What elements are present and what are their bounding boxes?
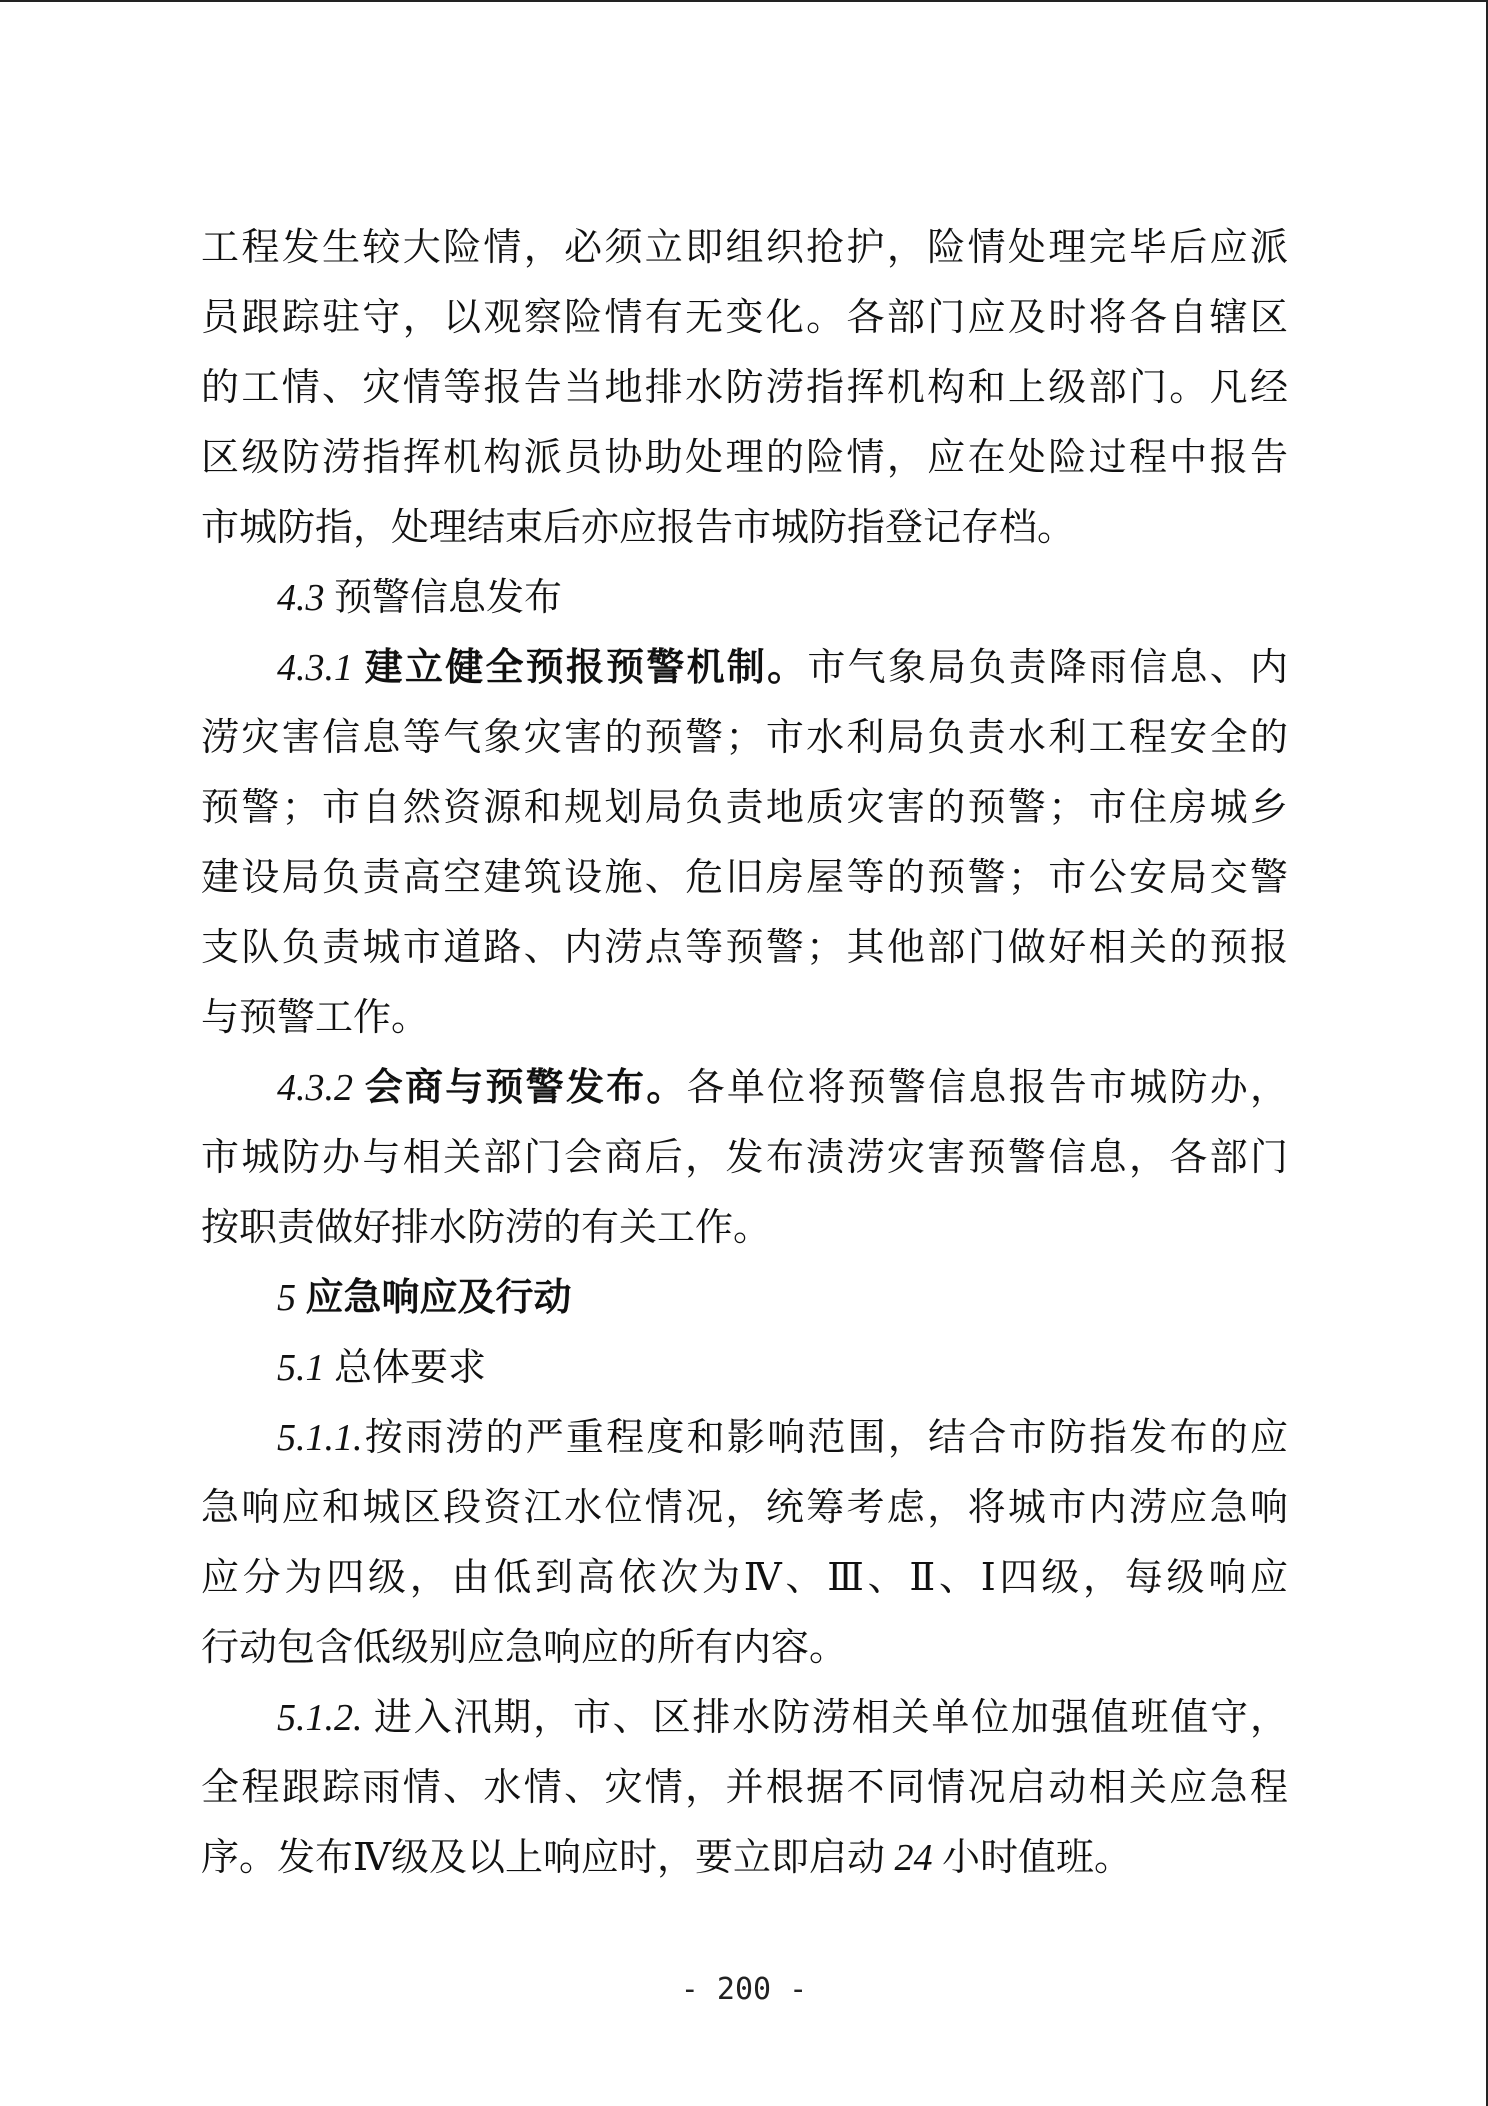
text-line [201,1053,1288,1123]
text-line [201,983,1288,1053]
text-segment: 序。发布Ⅳ级及以上响应时，要立即启动 [201,1837,895,1879]
text-segment: 小时值班。 [932,1837,1132,1879]
text-line [201,563,1288,633]
text-segment: 的工情、灾情等报告当地排水防涝指挥机构和上级部门。凡经 [201,367,1288,409]
text-line [201,1193,1288,1263]
text-segment: 行动包含低级别应急响应的所有内容。 [201,1627,848,1669]
text-segment: 市城防指，处理结束后亦应报告市城防指登记存档。 [201,507,1076,549]
text-segment: 支队负责城市道路、内涝点等预警；其他部门做好相关的预报 [201,927,1288,969]
text-line [201,1613,1288,1683]
section-number: 5.1.1. [277,1417,363,1459]
text-line [201,703,1288,773]
text-line [201,843,1288,913]
page-number: - 200 - [680,1972,808,2007]
bold-heading-text: 应急响应及行动 [296,1277,572,1319]
text-segment: 应分为四级，由低到高依次为Ⅳ、Ⅲ、Ⅱ、Ⅰ四级，每级响应 [201,1557,1288,1599]
section-number: 4.3.2 [277,1067,365,1109]
text-line [201,1123,1288,1193]
text-segment: 与预警工作。 [201,997,430,1039]
text-segment: 各单位将预警信息报告市城防办， [686,1067,1288,1109]
text-line [201,283,1288,353]
text-line [201,1753,1288,1823]
text-segment: 区级防涝指挥机构派员协助处理的险情，应在处险过程中报告 [201,437,1288,479]
text-line [201,213,1288,283]
section-number: 4.3.1 [277,647,365,689]
text-line [201,773,1288,843]
text-segment: 预警信息发布 [324,577,563,619]
text-line [201,1263,1288,1333]
text-segment: 涝灾害信息等气象灾害的预警；市水利局负责水利工程安全的 [201,717,1288,759]
section-number: 5 [277,1277,296,1319]
bold-heading-text: 会商与预警发布。 [364,1067,687,1109]
text-line [201,493,1288,563]
text-segment: 按雨涝的严重程度和影响范围，结合市防指发布的应 [362,1417,1288,1459]
text-line [201,1333,1288,1403]
section-number: 24 [894,1837,933,1879]
text-segment: 员跟踪驻守，以观察险情有无变化。各部门应及时将各自辖区 [201,297,1288,339]
bold-heading-text: 建立健全预报预警机制。 [364,647,808,689]
text-line [201,1683,1288,1753]
text-segment: 建设局负责高空建筑设施、危旧房屋等的预警；市公安局交警 [201,857,1288,899]
text-line [201,1403,1288,1473]
text-segment: 全程跟踪雨情、水情、灾情，并根据不同情况启动相关应急程 [201,1767,1288,1809]
text-segment: 进入汛期，市、区排水防涝相关单位加强值班值守， [362,1697,1288,1739]
text-line [201,1543,1288,1613]
text-line [201,1473,1288,1543]
text-segment: 市气象局负责降雨信息、内 [807,647,1288,689]
section-number: 4.3 [277,577,325,619]
text-segment: 按职责做好排水防涝的有关工作。 [201,1207,772,1249]
text-line [201,913,1288,983]
text-line [201,1823,1288,1893]
text-line [201,353,1288,423]
text-segment: 预警；市自然资源和规划局负责地质灾害的预警；市住房城乡 [201,787,1288,829]
text-segment: 总体要求 [324,1347,487,1389]
section-number: 5.1 [277,1347,325,1389]
text-line [201,423,1288,493]
text-segment: 工程发生较大险情，必须立即组织抢护，险情处理完毕后应派 [201,227,1288,269]
document-body [201,213,1288,1893]
text-line [201,633,1288,703]
text-segment: 市城防办与相关部门会商后，发布渍涝灾害预警信息，各部门 [201,1137,1288,1179]
text-segment: 急响应和城区段资江水位情况，统筹考虑，将城市内涝应急响 [201,1487,1288,1529]
section-number: 5.1.2. [277,1697,363,1739]
